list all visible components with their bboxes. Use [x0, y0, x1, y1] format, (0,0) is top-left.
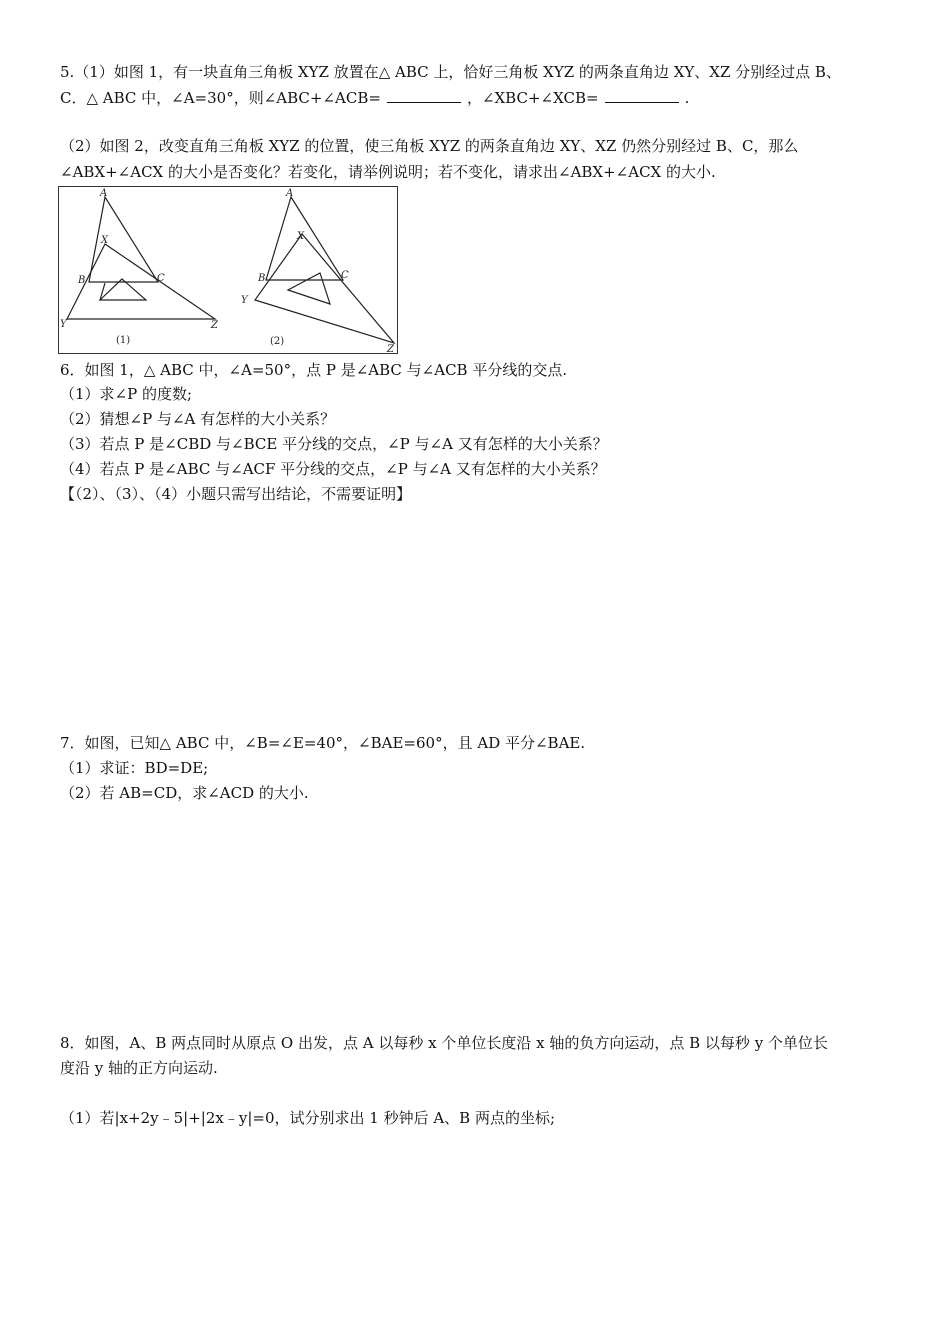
fig2-label-c: C [341, 270, 349, 281]
q5-figure [58, 186, 398, 354]
q8-part1: （1）若|x+2y﹣5|+|2x﹣y|=0，试分别求出 1 秒钟后 A、B 两点的坐标; [60, 1109, 556, 1127]
fig2-label-b: B [258, 273, 266, 284]
fig2-label-x: X [297, 231, 305, 242]
q5-line2-a: C．△ ABC 中，∠A=30°，则∠ABC+∠ACB= [60, 89, 381, 107]
q6-part4: （4）若点 P 是∠ABC 与∠ACF 平分线的交点，∠P 与∠A 又有怎样的大小关系？ [60, 460, 606, 478]
fig1-label-a: A [100, 188, 108, 199]
q7-part2: （2）若 AB=CD，求∠ACD 的大小. [60, 784, 309, 802]
q7-part1: （1）求证：BD=DE; [60, 759, 209, 777]
q6-part2: （2）猜想∠P 与∠A 有怎样的大小关系？ [60, 410, 336, 428]
fig1-label-x: X [101, 235, 109, 246]
q6-part3: （3）若点 P 是∠CBD 与∠BCE 平分线的交点，∠P 与∠A 又有怎样的大小关系？ [60, 435, 608, 453]
q6-title: 6．如图 1，△ ABC 中，∠A=50°，点 P 是∠ABC 与∠ACB 平分线的交点. [60, 361, 568, 379]
fig1-label-c: C [157, 273, 165, 284]
q7-title: 7．如图，已知△ ABC 中，∠B=∠E=40°，∠BAE=60°，且 AD 平分∠BAE. [60, 734, 586, 752]
answer-blank-2 [605, 88, 679, 103]
q8-line1: 8．如图，A、B 两点同时从原点 O 出发，点 A 以每秒 x 个单位长度沿 x 轴的负方向运动，点 B 以每秒 y 个单位长 [60, 1034, 828, 1052]
q6-note: 【（2）、（3）、（4）小题只需写出结论，不需要证明】 [60, 485, 412, 503]
fig2-label-a: A [286, 188, 294, 199]
fig2-caption: (2) [270, 336, 285, 347]
q5-line2-b: ，∠XBC+∠XCB= [466, 89, 599, 107]
q5-part2-line2: ∠ABX+∠ACX 的大小是否变化？若变化，请举例说明；若不变化，请求出∠ABX+∠ACX 的大小. [60, 163, 716, 181]
q5-figure-svg [59, 187, 397, 353]
figure-2 [255, 197, 394, 343]
fig1-triangle-abc [89, 197, 158, 282]
fig2-inner-triangle [288, 273, 330, 304]
fig1-caption: (1) [116, 335, 131, 346]
fig1-label-z: Z [211, 320, 218, 331]
q5-line1: 5.（1）如图 1，有一块直角三角板 XYZ 放置在△ ABC 上，恰好三角板 XYZ 的两条直角边 XY、XZ 分别经过点 B、 [60, 63, 841, 81]
fig1-label-b: B [78, 275, 86, 286]
q6-part1: （1）求∠P 的度数; [60, 385, 193, 403]
figure-1 [67, 197, 215, 319]
answer-blank-1 [387, 88, 461, 103]
fig2-label-y: Y [241, 295, 248, 306]
q5-line2-c: . [684, 89, 690, 107]
fig2-label-z: Z [387, 344, 394, 353]
fig1-label-y: Y [60, 319, 67, 330]
q5-line2 [60, 88, 689, 108]
q5-part2-line1: （2）如图 2，改变直角三角板 XYZ 的位置，使三角板 XYZ 的两条直角边 XY、XZ 仍然分别经过 B、C，那么 [60, 137, 799, 155]
q8-line2: 度沿 y 轴的正方向运动. [60, 1059, 218, 1077]
